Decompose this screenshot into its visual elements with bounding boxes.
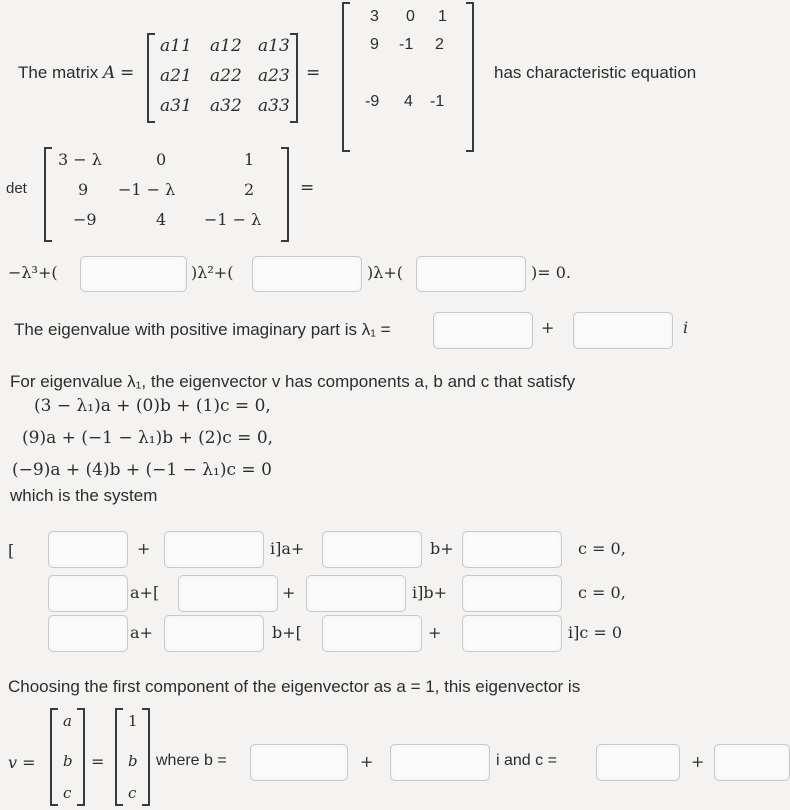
a31: a31 xyxy=(160,96,192,116)
det-cell-23: 2 xyxy=(244,180,255,199)
vec1-c: c xyxy=(63,784,72,802)
det-cell-31: −9 xyxy=(73,210,97,229)
eigenvalue-imag-part-input[interactable] xyxy=(573,312,673,349)
r2-a-input[interactable] xyxy=(48,575,128,612)
equals-sign: = xyxy=(306,63,321,83)
r2-a-label: a+[ xyxy=(130,583,160,602)
m11: 3 xyxy=(370,8,379,25)
r1-b-label: b+ xyxy=(430,539,454,558)
vec1-b: b xyxy=(63,752,73,770)
m12: 0 xyxy=(406,8,415,25)
c-imag-input[interactable] xyxy=(714,744,790,781)
system-intro: For eigenvalue λ₁, the eigenvector v has components a, b and c that satisfy xyxy=(10,372,576,391)
i-and-c-label: i and c = xyxy=(496,752,557,769)
system-outro: which is the system xyxy=(10,486,158,505)
eigenvalue-prompt: The eigenvalue with positive imaginary part is λ₁ = xyxy=(14,320,391,339)
choose-prompt: Choosing the first component of the eigenvector as a = 1, this eigenvector is xyxy=(8,677,581,696)
det-equals-sign: = xyxy=(300,178,315,198)
r3-ic-label: i]c = 0 xyxy=(568,623,623,642)
eigenvalue-real-part-input[interactable] xyxy=(433,312,533,349)
system-equation-1: (3 − λ₁)a + (0)b + (1)c = 0, xyxy=(34,396,271,416)
char-coef-lambda-input[interactable] xyxy=(252,256,362,292)
char-eq-end: )= 0. xyxy=(531,263,571,282)
r3-b-label: b+[ xyxy=(272,623,302,642)
numeric-matrix-right-bracket xyxy=(466,2,474,152)
eigenvector-v-label: v = xyxy=(8,753,36,772)
det-cell-12: 0 xyxy=(156,150,167,169)
char-eq-lead: −λ³+( xyxy=(8,263,58,282)
r3-b-input[interactable] xyxy=(164,615,264,652)
char-eq-mid1: )λ²+( xyxy=(191,263,234,282)
det-cell-22: −1 − λ xyxy=(118,180,176,199)
r3-a-input[interactable] xyxy=(48,615,128,652)
char-eq-mid2: )λ+( xyxy=(367,263,404,282)
det-label: det xyxy=(6,180,27,197)
a33: a33 xyxy=(258,96,290,116)
r3-plus: + xyxy=(428,623,442,642)
vec2-b: b xyxy=(128,752,138,770)
r2-ib-label: i]b+ xyxy=(412,583,448,602)
char-coef-lambda2-input[interactable] xyxy=(80,256,187,292)
system-open-bracket: [ xyxy=(8,541,15,560)
char-coef-constant-input[interactable] xyxy=(416,256,526,292)
m31: -9 xyxy=(365,93,380,110)
c-real-input[interactable] xyxy=(596,744,680,781)
b-imag-input[interactable] xyxy=(390,744,490,781)
matrix-intro-text: The matrix A = xyxy=(18,63,135,83)
r1-c-label: c = 0, xyxy=(578,539,626,558)
r2-c-label: c = 0, xyxy=(578,583,626,602)
a12: a12 xyxy=(210,36,242,56)
det-right-bracket xyxy=(281,147,289,242)
a21: a21 xyxy=(160,66,192,86)
r3-a-label: a+ xyxy=(130,623,153,642)
m22: -1 xyxy=(399,36,414,53)
a22: a22 xyxy=(210,66,242,86)
symbolic-matrix-right-bracket xyxy=(290,33,298,123)
vec2-left-bracket xyxy=(115,708,123,806)
numeric-matrix-left-bracket xyxy=(342,2,350,152)
system-equation-2: (9)a + (−1 − λ₁)b + (2)c = 0, xyxy=(22,428,274,448)
vec2-right-bracket xyxy=(142,708,150,806)
det-cell-13: 1 xyxy=(244,150,255,169)
r2-b-real-input[interactable] xyxy=(178,575,278,612)
det-cell-32: 4 xyxy=(156,210,167,229)
m33: -1 xyxy=(430,93,445,110)
r1-plus: + xyxy=(137,539,151,558)
a32: a32 xyxy=(210,96,242,116)
r2-c-input[interactable] xyxy=(462,575,562,612)
m13: 1 xyxy=(438,8,447,25)
r1-a-imag-input[interactable] xyxy=(164,531,264,568)
a23: a23 xyxy=(258,66,290,86)
vec2-one: 1 xyxy=(128,712,138,730)
m32: 4 xyxy=(404,93,413,110)
r1-a-real-input[interactable] xyxy=(48,531,128,568)
r1-c-input[interactable] xyxy=(462,531,562,568)
det-cell-11: 3 − λ xyxy=(58,150,102,169)
vec1-a: a xyxy=(63,712,72,730)
c-plus: + xyxy=(691,752,705,771)
where-b-label: where b = xyxy=(156,752,227,769)
symbolic-matrix-left-bracket xyxy=(147,33,155,123)
det-left-bracket xyxy=(44,147,52,242)
r2-plus: + xyxy=(282,583,296,602)
a13: a13 xyxy=(258,36,290,56)
characteristic-equation-label: has characteristic equation xyxy=(494,63,697,82)
system-equation-3: (−9)a + (4)b + (−1 − λ₁)c = 0 xyxy=(12,460,272,480)
m21: 9 xyxy=(370,36,379,53)
det-cell-21: 9 xyxy=(78,180,89,199)
vec1-left-bracket xyxy=(50,708,58,806)
eigenvalue-plus: + xyxy=(541,318,555,337)
b-plus: + xyxy=(360,752,374,771)
a11: a11 xyxy=(160,36,192,56)
m23: 2 xyxy=(435,36,444,53)
r3-c-imag-input[interactable] xyxy=(462,615,562,652)
vector-equals: = xyxy=(91,752,105,771)
r2-b-imag-input[interactable] xyxy=(306,575,406,612)
det-cell-33: −1 − λ xyxy=(204,210,262,229)
r3-c-real-input[interactable] xyxy=(322,615,422,652)
eigenvalue-i: i xyxy=(683,318,689,337)
b-real-input[interactable] xyxy=(250,744,348,781)
vec1-right-bracket xyxy=(77,708,85,806)
r1-b-input[interactable] xyxy=(322,531,422,568)
r1-ia-label: i]a+ xyxy=(270,539,305,558)
vec2-c: c xyxy=(128,784,137,802)
